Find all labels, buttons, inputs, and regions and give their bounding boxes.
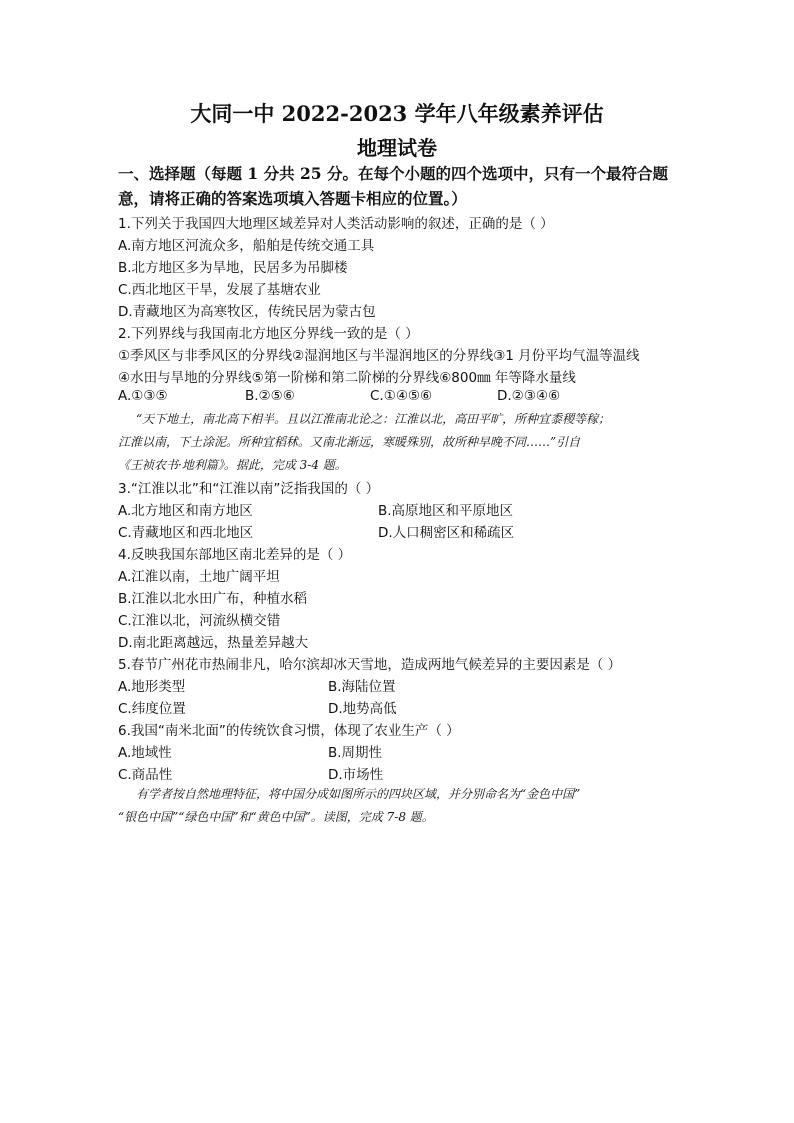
passage-2-line-1: 有学者按自然地理特征，将中国分成如图所示的四块区域，并分别命名为“金色中国” xyxy=(136,787,581,801)
question-1-stem: 1.下列关于我国四大地理区域差异对人类活动影响的叙述，正确的是（ ） xyxy=(118,216,554,232)
question-1-option-a: A.南方地区河流众多，船舶是传统交通工具 xyxy=(118,238,375,254)
question-5-option-a: A.地形类型 xyxy=(118,679,186,695)
section-heading xyxy=(118,161,688,211)
question-2-statement-1: ①季风区与非季风区的分界线②湿润地区与半湿润地区的分界线③1 月份平均气温等温线 xyxy=(118,348,640,364)
question-5-option-d: D.地势高低 xyxy=(328,701,397,717)
section-heading-line-2: 意，请将正确的答案选项填入答题卡相应的位置。） xyxy=(118,189,467,208)
question-3-stem: 3.“江淮以北”和“江淮以南”泛指我国的（ ） xyxy=(118,481,380,497)
question-2-option-a: A.①③⑤ xyxy=(118,388,168,404)
question-2-stem: 2.下列界线与我国南北方地区分界线一致的是（ ） xyxy=(118,326,419,342)
question-4-option-c: C.江淮以北，河流纵横交错 xyxy=(118,613,281,629)
question-6-stem: 6.我国“南米北面”的传统饮食习惯，体现了农业生产（ ） xyxy=(118,723,460,739)
question-1-option-c: C.西北地区干旱，发展了基塘农业 xyxy=(118,282,321,298)
question-4-option-b: B.江淮以北水田广布，种植水稻 xyxy=(118,591,308,607)
exam-subtitle: 地理试卷 xyxy=(357,136,437,160)
question-4-stem: 4.反映我国东部地区南北差异的是（ ） xyxy=(118,547,352,563)
exam-title: 大同一中 2022-2023 学年八年级素养评估 xyxy=(190,101,604,126)
question-5-option-b: B.海陆位置 xyxy=(328,679,396,695)
question-3-option-a: A.北方地区和南方地区 xyxy=(118,503,253,519)
question-6-option-b: B.周期性 xyxy=(328,745,383,761)
passage-1-line-1: “天下地土，南北高下相半。且以江淮南北论之：江淮以北，高田平旷，所种宜黍稷等稼； xyxy=(136,412,611,426)
question-6-option-c: C.商品性 xyxy=(118,767,173,783)
question-6-option-d: D.市场性 xyxy=(328,767,384,783)
question-1-option-d: D.青藏地区为高寒牧区，传统民居为蒙古包 xyxy=(118,304,376,320)
section-heading-line-1: 一、选择题（每题 1 分共 25 分。在每个小题的四个选项中，只有一个最符合题 xyxy=(118,164,668,183)
passage-1-line-2: 江淮以南，下土涂泥。所种宜稻秫。又南北渐远，寒暖殊别，故所种早晚不同……”引自 xyxy=(118,435,581,449)
question-4-option-d: D.南北距离越远，热量差异越大 xyxy=(118,635,309,651)
question-2-statement-2: ④水田与旱地的分界线⑤第一阶梯和第二阶梯的分界线⑥800㎜ 年等降水量线 xyxy=(118,370,576,386)
question-5-option-c: C.纬度位置 xyxy=(118,701,186,717)
passage-1-line-3: 《王祯农书·地利篇》。据此，完成 3-4 题。 xyxy=(118,458,347,472)
question-3-option-b: B.高原地区和平原地区 xyxy=(378,503,514,519)
question-2-option-b: B.②⑤⑥ xyxy=(245,388,295,404)
question-2-option-c: C.①④⑤⑥ xyxy=(370,388,433,404)
question-3-option-d: D.人口稠密区和稀疏区 xyxy=(378,525,515,541)
question-1-option-b: B.北方地区多为旱地，民居多为吊脚楼 xyxy=(118,260,348,276)
question-6-option-a: A.地域性 xyxy=(118,745,172,761)
question-2-option-d: D.②③④⑥ xyxy=(497,388,561,404)
question-3-option-c: C.青藏地区和西北地区 xyxy=(118,525,254,541)
question-4-option-a: A.江淮以南，土地广阔平坦 xyxy=(118,569,280,585)
passage-2-line-2: “银色中国”“绿色中国”和“黄色中国”。读图，完成 7-8 题。 xyxy=(118,810,434,824)
question-5-stem: 5.春节广州花市热闹非凡，哈尔滨却冰天雪地，造成两地气候差异的主要因素是（ ） xyxy=(118,657,622,673)
